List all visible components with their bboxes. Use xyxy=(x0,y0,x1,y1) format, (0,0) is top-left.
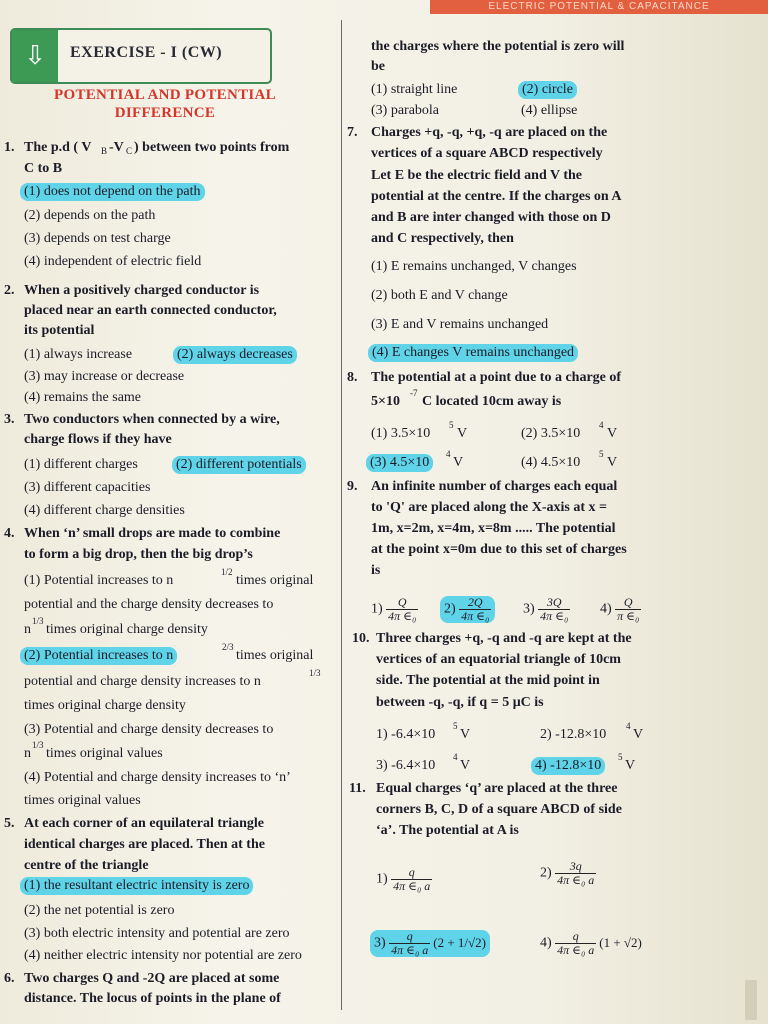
text-line: side. The potential at the mid point in xyxy=(376,673,600,688)
text-line: (3) parabola xyxy=(371,103,440,118)
highlighted-answer: (2) different potentials xyxy=(172,456,306,474)
text-line: ) between two points from xyxy=(134,140,290,155)
fraction xyxy=(615,596,641,623)
denominator: 4π ∈₀ a xyxy=(393,879,431,893)
text-line: Let E be the electric field and V the xyxy=(371,168,583,183)
text-line: V xyxy=(625,758,636,773)
text-line: to 'Q' are placed along the X-axis at x = xyxy=(371,500,607,515)
text-line: 5 xyxy=(599,449,604,459)
text-line: 4 xyxy=(626,721,631,731)
text-line: its potential xyxy=(24,323,95,338)
text-line: (3) E and V remains unchanged xyxy=(371,317,549,332)
text-line: (2) 3.5×10 xyxy=(521,426,581,441)
text-line: is xyxy=(371,563,381,578)
text-line: V xyxy=(457,426,468,441)
text-line: 6. xyxy=(4,971,15,986)
highlighted-answer: (2) circle xyxy=(518,81,577,99)
option-label: 1) xyxy=(371,601,387,617)
text-line: V xyxy=(633,727,644,742)
option-tail: (1 + √2) xyxy=(599,934,642,950)
text-line: B xyxy=(101,146,108,156)
down-arrow-icon: ⇩ xyxy=(12,30,58,82)
option xyxy=(540,930,642,957)
denominator: π ∈₀ xyxy=(617,609,640,623)
text-line: 5 xyxy=(618,752,623,762)
text-line: vertices of an equatorial triangle of 10cm xyxy=(376,652,621,667)
text-line: (1) different charges xyxy=(24,457,138,472)
text-line: (3) both electric intensity and potential are zero xyxy=(24,926,290,941)
text-line: times original values xyxy=(46,746,163,761)
text-line: The p.d ( V xyxy=(24,140,92,155)
text-line: 4. xyxy=(4,526,15,541)
option-label: 3) xyxy=(374,935,390,951)
fraction xyxy=(389,930,430,957)
numerator: q xyxy=(555,930,596,944)
text-line: 2. xyxy=(4,283,15,298)
text-line: 10. xyxy=(352,631,370,646)
fraction xyxy=(459,596,491,623)
highlighted-answer: (4) E changes V remains unchanged xyxy=(368,344,578,362)
text-line: 1/3 xyxy=(32,616,44,626)
text-line: charge flows if they have xyxy=(24,432,172,447)
text-line: 5 xyxy=(449,420,454,430)
option xyxy=(371,596,418,623)
text-line: 3) -6.4×10 xyxy=(376,758,436,773)
option-label: 4) xyxy=(600,601,616,617)
numerator: Q xyxy=(615,596,641,610)
denominator: 4π ∈₀ xyxy=(461,609,490,623)
option xyxy=(523,596,570,623)
column-divider xyxy=(341,20,342,1010)
text-line: When a positively charged conductor is xyxy=(24,283,260,298)
text-line: to form a big drop, then the big drop’s xyxy=(24,547,253,562)
text-line: (4) 4.5×10 xyxy=(521,455,581,470)
option-label: 2) xyxy=(540,865,556,881)
fraction xyxy=(538,596,570,623)
option-label: 2) xyxy=(444,601,460,617)
text-line: corners B, C, D of a square ABCD of side xyxy=(376,802,622,817)
highlighted-answer: (1) the resultant electric intensity is zero xyxy=(20,877,253,895)
text-line: -7 xyxy=(410,388,418,398)
text-line: (4) independent of electric field xyxy=(24,254,202,269)
text-line: C to B xyxy=(24,161,63,176)
text-line: 5×10 xyxy=(371,394,400,409)
text-line: 1) -6.4×10 xyxy=(376,727,436,742)
text-line: 1/3 xyxy=(309,668,321,678)
numerator: 2Q xyxy=(459,596,491,610)
text-line: V xyxy=(607,455,618,470)
option-label: 1) xyxy=(376,871,392,887)
text-line: 4 xyxy=(453,752,458,762)
denominator: 4π ∈₀ a xyxy=(391,943,429,957)
text-line: C xyxy=(126,146,133,156)
text-line: potential at the centre. If the charges on A xyxy=(371,189,622,204)
denominator: 4π ∈₀ a xyxy=(557,873,595,887)
highlighted-answer xyxy=(370,930,490,957)
text-line: (1) straight line xyxy=(371,82,458,97)
option xyxy=(600,596,641,623)
text-line: (1) Potential increases to n xyxy=(24,573,174,588)
text-line: placed near an earth connected conductor, xyxy=(24,303,277,318)
text-line: (1) always increase xyxy=(24,347,133,362)
denominator: 4π ∈₀ xyxy=(540,609,569,623)
text-line: When ‘n’ small drops are made to combine xyxy=(24,526,281,541)
text-line: 1m, x=2m, x=4m, x=8m ..... The potential xyxy=(371,521,616,536)
text-line: 2/3 xyxy=(222,642,234,652)
text-line: (1) E remains unchanged, V changes xyxy=(371,259,577,274)
text-line: (4) neither electric intensity nor potential are zero xyxy=(24,948,302,963)
text-line: times original xyxy=(236,573,314,588)
text-line: potential and charge density increases to n xyxy=(24,674,261,689)
option-tail: (2 + 1/√2) xyxy=(433,934,486,950)
numerator: 3Q xyxy=(538,596,570,610)
highlighted-answer: (2) Potential increases to n xyxy=(20,647,177,665)
text-line: (3) different capacities xyxy=(24,480,151,495)
text-line: 8. xyxy=(347,370,358,385)
text-line: centre of the triangle xyxy=(24,858,149,873)
text-line: n xyxy=(24,746,31,761)
numerator: q xyxy=(391,866,432,880)
numerator: 3q xyxy=(555,860,596,874)
highlighted-answer: (1) does not depend on the path xyxy=(20,183,205,201)
text-line: ‘a’. The potential at A is xyxy=(376,823,519,838)
section-title xyxy=(30,86,300,122)
text-line: V xyxy=(460,727,471,742)
text-line: 5 xyxy=(453,721,458,731)
text-line: (4) remains the same xyxy=(24,390,142,405)
text-line: potential and the charge density decreases to xyxy=(24,597,274,612)
text-line: and C respectively, then xyxy=(371,231,514,246)
text-line: (2) depends on the path xyxy=(24,208,156,223)
text-line: V xyxy=(460,758,471,773)
text-line: 1/3 xyxy=(32,740,44,750)
text-line: C located 10cm away is xyxy=(422,394,562,409)
text-line: (1) 3.5×10 xyxy=(371,426,431,441)
option-label: 4) xyxy=(540,935,556,951)
text-line: An infinite number of charges each equal xyxy=(371,479,618,494)
text-line: V xyxy=(607,426,618,441)
option-label: 3) xyxy=(523,601,539,617)
text-line: times original charge density xyxy=(24,698,186,713)
text-line: (4) ellipse xyxy=(521,103,578,118)
highlighted-answer: (3) 4.5×10 xyxy=(366,454,433,472)
text-line: Equal charges ‘q’ are placed at the three xyxy=(376,781,618,796)
text-line: 2) -12.8×10 xyxy=(540,727,607,742)
text-line: 1/2 xyxy=(221,567,233,577)
text-line: (3) Potential and charge density decreases to xyxy=(24,722,274,737)
exercise-title: EXERCISE - I (CW) xyxy=(70,44,223,61)
text-line: at the point x=0m due to this set of charges xyxy=(371,542,627,557)
text-line: identical charges are placed. Then at the xyxy=(24,837,265,852)
text-line: n xyxy=(24,622,31,637)
text-line: (4) Potential and charge density increases to ‘n’ xyxy=(24,770,291,785)
text-line: 1. xyxy=(4,140,15,155)
text-line: 5. xyxy=(4,816,15,831)
fraction xyxy=(386,596,418,623)
text-line: Two conductors when connected by a wire, xyxy=(24,412,280,427)
text-line: (2) both E and V change xyxy=(371,288,508,303)
option xyxy=(376,866,432,893)
denominator: 4π ∈₀ xyxy=(388,609,417,623)
text-line: times original xyxy=(236,648,314,663)
text-line: The potential at a point due to a charge of xyxy=(371,370,622,385)
text-line: 4 xyxy=(599,420,604,430)
text-line: Three charges +q, -q and -q are kept at the xyxy=(376,631,632,646)
text-line: and B are inter changed with those on D xyxy=(371,210,611,225)
text-line: 4 xyxy=(446,449,451,459)
chapter-header-band: ELECTRIC POTENTIAL & CAPACITANCE xyxy=(430,0,768,14)
fraction xyxy=(555,930,596,957)
numerator: Q xyxy=(386,596,418,610)
text-line: distance. The locus of points in the plane of xyxy=(24,991,281,1006)
page-edge-mark xyxy=(745,980,757,1020)
text-line: vertices of a square ABCD respectively xyxy=(371,146,603,161)
text-line: between -q, -q, if q = 5 μC is xyxy=(376,695,544,710)
text-line: -V xyxy=(109,140,124,155)
text-line: be xyxy=(371,59,385,74)
text-line: 7. xyxy=(347,125,358,140)
text-line: (2) the net potential is zero xyxy=(24,903,175,918)
text-line: (3) may increase or decrease xyxy=(24,369,185,384)
text-line: times original charge density xyxy=(46,622,208,637)
numerator: q xyxy=(389,930,430,944)
section-title-line1: POTENTIAL AND POTENTIAL xyxy=(54,87,276,103)
exercise-header xyxy=(10,28,272,84)
highlighted-answer: 4) -12.8×10 xyxy=(531,757,605,775)
option xyxy=(540,860,596,887)
fraction xyxy=(391,866,432,893)
text-line: the charges where the potential is zero will xyxy=(371,39,625,54)
denominator: 4π ∈₀ a xyxy=(557,943,595,957)
text-line: Two charges Q and -2Q are placed at some xyxy=(24,971,280,986)
text-line: (3) depends on test charge xyxy=(24,231,171,246)
text-line: 3. xyxy=(4,412,15,427)
highlighted-answer xyxy=(440,596,495,623)
section-title-line2: DIFFERENCE xyxy=(114,105,216,121)
text-line: 11. xyxy=(349,781,366,796)
fraction xyxy=(555,860,596,887)
text-line: At each corner of an equilateral triangle xyxy=(24,816,265,831)
text-line: times original values xyxy=(24,793,141,808)
text-line: 9. xyxy=(347,479,358,494)
text-line: Charges +q, -q, +q, -q are placed on the xyxy=(371,125,608,140)
text-line: V xyxy=(453,455,464,470)
highlighted-answer: (2) always decreases xyxy=(173,346,297,364)
text-line: (4) different charge densities xyxy=(24,503,185,518)
